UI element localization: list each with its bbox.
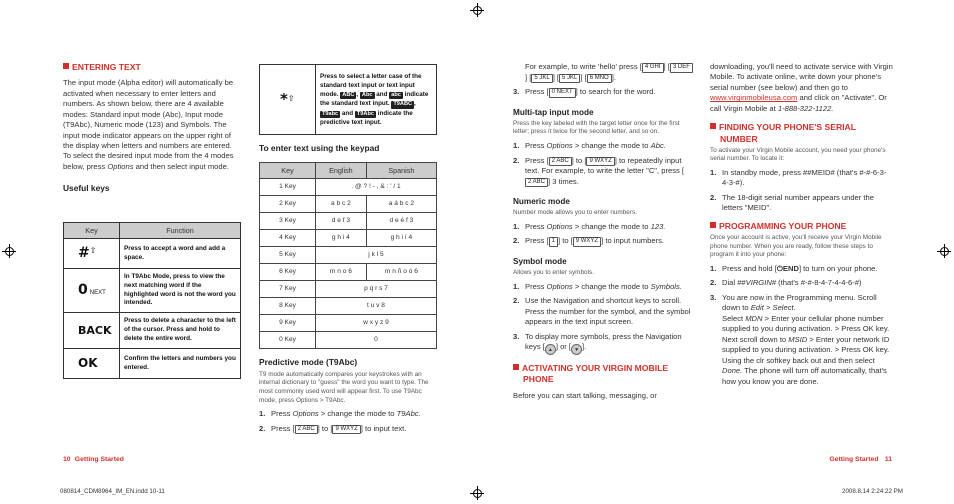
table-row (260, 315, 437, 332)
table-row (260, 332, 437, 349)
activation-paragraph: downloading, you'll need to activate service with Virgin Mobile. To activate online, write down your phone's serial number (see below) and then go to www.virginmobileusa.com and click on "Activate". Or call Virgin Mobile at 1-888-322-1122. (710, 62, 893, 113)
nine-wxyz-key-icon: 9 WXYZ (586, 157, 614, 167)
list-item: 2. Use the Navigation and shortcut keys to scroll. Press the number for the symbol, and the symbol appears in the text input screen. (513, 296, 691, 327)
list-item: 2. Press [ 2 ABC ] to [ 9 WXYZ ] to repeatedly input text. For example, to write the letter "C", press [2 ABC ] 3 times. (513, 155, 685, 186)
five-jkl-key-icon: 5 JKL (559, 74, 580, 84)
useful-key-function: Confirm the letters and numbers you entered. (120, 349, 241, 379)
table-row (260, 196, 437, 213)
hello-example: For example, to write 'hello' press [ 4 GHI ] [ 3 DEF] [ 5 JKL ] [ 5 JKL ] [ 6 MNO ]. (513, 62, 693, 83)
keypad-english-cell: a b c 2 (316, 196, 367, 213)
serial-description: To activate your Virgin Mobile account, you need your phone's serial number. To locate it: (710, 146, 886, 163)
keypad-english-cell: g h i 4 (316, 230, 367, 247)
date-slug: 2008.8.14 2:24:22 PM (842, 488, 903, 495)
multitap-description: Press the key labeled with the target letter once for the first letter; press it twice for the second letter, and so on. (513, 119, 680, 136)
list-item: 2. Press [ 1 ] to [ 9 WXYZ ] to input numbers. (513, 236, 665, 246)
nine-wxyz-key-icon: 9 WXYZ (332, 425, 360, 435)
list-item: 1. Press Options > change the mode to Symbols. (513, 281, 682, 291)
list-item: 3. You are now in the Programming menu. Scroll down to Edit > Select. Select MDN > Enter your cellular phone number supplied to you during activation. > Press OK key. Next scroll down to MSID > Enter your network ID supplied to you during activation. > Press OK key. Using the clr softkey back out and then select Done. The phone will turn off automatically, that's how you know you are done. (710, 292, 890, 386)
keypad-key-cell: 8 Key (260, 298, 316, 315)
activating-heading: ACTIVATING YOUR VIRGIN MOBILE PHONE (513, 363, 693, 385)
useful-keys-col-function: Function (120, 223, 241, 239)
star-key-table (259, 64, 437, 135)
right-footer: Getting Started 11 (829, 456, 892, 463)
nav-up-key-icon: ▲ (545, 344, 556, 355)
keypad-spanish-cell: a á b c 2 (366, 196, 436, 213)
three-def-key-icon: 3 DEF (670, 63, 693, 73)
table-row (64, 239, 241, 269)
keypad-col-english: English (316, 163, 367, 179)
zero-next-key-icon: 0 NEXT (549, 88, 576, 98)
star-key-function: Press to select a letter case of the standard text input or text input mode. ABC , Abc and abc indicate the standard text input. T9ABC , T9abc and T9Abc indicate the predictive text input. (316, 65, 437, 135)
keypad-spanish-cell: d e é f 3 (366, 213, 436, 230)
symbol-heading: Symbol mode (513, 256, 567, 266)
t9-description: T9 mode automatically compares your keystrokes with an internal dictionary to "guess" the word you want to type. The most commonly used word will appear first. To use T9Abc mode, press Options > T9Abc. (259, 370, 429, 404)
keypad-english-cell: j k l 5 (316, 247, 437, 264)
multitap-heading: Multi-tap input mode (513, 107, 594, 117)
keypad-key-cell: 3 Key (260, 213, 316, 230)
numeric-heading: Numeric mode (513, 197, 570, 207)
nav-down-key-icon: ▼ (571, 344, 582, 355)
table-row (260, 264, 437, 281)
end-key-icon: ⏻END (776, 263, 799, 273)
keypad-english-cell: w x y z 9 (316, 315, 437, 332)
useful-key-function: Press to delete a character to the left of the cursor. Press and hold to delete the entire word. (120, 313, 241, 349)
keypad-key-cell: 2 Key (260, 196, 316, 213)
entering-text-heading: ENTERING TEXT (63, 62, 241, 73)
keypad-english-cell: d e f 3 (316, 213, 367, 230)
zero-next-key-icon: 0 NEXT (64, 269, 120, 313)
ok-key-icon: OK (64, 349, 120, 379)
one-key-icon: 1 (549, 237, 558, 247)
five-jkl-key-icon: 5 JKL (531, 74, 552, 84)
keypad-key-cell: 4 Key (260, 230, 316, 247)
programming-heading: PROGRAMMING YOUR PHONE (710, 221, 893, 232)
programming-description: Once your account is active, you'll receive your Virgin Mobile phone number. When you are ready, follow these steps to program it into your phone: (710, 234, 882, 259)
mode-chip: T9abc (322, 110, 339, 117)
center-column (513, 62, 693, 401)
keypad-key-cell: 9 Key (260, 315, 316, 332)
keypad-table (259, 162, 437, 349)
registration-mark-bottom (470, 486, 484, 500)
keypad-spanish-cell: g h i í 4 (366, 230, 436, 247)
table-row (260, 281, 437, 298)
table-row (260, 65, 437, 135)
two-abc-key-icon: 2 ABC (295, 425, 318, 435)
keypad-english-cell: t u v 8 (316, 298, 437, 315)
keypad-spanish-cell: m n ñ o ó 6 (366, 264, 436, 281)
registration-mark-right (937, 244, 951, 258)
list-item: 1. Press and hold [⏻END] to turn on your phone. (710, 263, 878, 273)
star-shift-key-icon: *⇧ (260, 65, 316, 135)
table-row (260, 247, 437, 264)
table-row (260, 179, 437, 196)
list-item: 2. The 18-digit serial number appears under the letters "MEID". (710, 192, 874, 213)
left-footer: 10 Getting Started (63, 456, 124, 463)
keypad-key-cell: 1 Key (260, 179, 316, 196)
table-row (260, 230, 437, 247)
useful-keys-col-key: Key (64, 223, 120, 239)
list-item: 1. In standby mode, press ##MEID# (that's #-#-6-3-4-3-#). (710, 167, 887, 188)
table-row (260, 298, 437, 315)
activating-paragraph: Before you can start talking, messaging, or (513, 390, 657, 400)
registration-mark-left (2, 244, 16, 258)
keypad-key-cell: 5 Key (260, 247, 316, 264)
keypad-english-cell: . @ ? ! - , & : ' / 1 (316, 179, 437, 196)
useful-key-function: In T9Abc Mode, press to view the next matching word if the highlighted word is not the word you intended. (120, 269, 241, 313)
keypad-key-cell: 0 Key (260, 332, 316, 349)
list-item: 3. Press [ 0 NEXT ] to search for the word. (513, 87, 656, 96)
file-slug: 080814_CDM8964_IM_EN.indd 10-11 (60, 488, 165, 495)
table-row (64, 313, 241, 349)
six-mno-key-icon: 6 MNO (587, 74, 612, 84)
mode-chip: Abc (361, 92, 373, 99)
nine-wxyz-key-icon: 9 WXYZ (573, 237, 601, 247)
t9-section (259, 357, 439, 438)
entering-text-paragraph: The input mode (Alpha editor) will automatically be activated when necessary to enter letters and numbers. As shown below, there are 4 available modes: Standard input mode (Abc), Input mode (T9Abc), Numeric mode (123) and Symbols. The input mode indicator appears on the upper right of the display when letters and numbers are entered. To select the desired input mode from the 4 modes below, press Options and then select input mode. (63, 78, 234, 171)
pound-shift-key-icon: #⇧ (64, 239, 120, 269)
list-item: 1. Press Options > change the mode to Abc. (513, 141, 666, 151)
mode-chip: T9Abc (356, 110, 374, 117)
mode-chip: ABC (342, 92, 355, 99)
keypad-col-key: Key (260, 163, 316, 179)
two-abc-key-icon: 2 ABC (549, 157, 572, 167)
serial-heading: FINDING YOUR PHONE'S SERIAL NUMBER (710, 122, 893, 144)
numeric-description: Number mode allows you to enter numbers. (513, 209, 637, 217)
keypad-col-spanish: Spanish (366, 163, 436, 179)
right-column (710, 62, 893, 391)
four-ghi-key-icon: 4 GHI (642, 63, 664, 73)
table-row (260, 213, 437, 230)
keypad-english-cell: 0 (316, 332, 437, 349)
list-item: 2. Press [ 2 ABC ] to [ 9 WXYZ ] to input text. (259, 423, 407, 433)
useful-key-function: Press to accept a word and add a space. (120, 239, 241, 269)
keypad-key-cell: 6 Key (260, 264, 316, 281)
registration-mark-top (470, 3, 484, 17)
keypad-english-cell: p q r s 7 (316, 281, 437, 298)
t9-heading: Predictive mode (T9Abc) (259, 357, 358, 367)
two-abc-key-icon: 2 ABC (525, 178, 548, 188)
useful-keys-table (63, 222, 241, 379)
mode-chip: T9ABC (393, 101, 413, 108)
virgin-mobile-link[interactable]: www.virginmobileusa.com (710, 93, 798, 103)
table-row (64, 349, 241, 379)
keypad-english-cell: m n o 6 (316, 264, 367, 281)
mode-chip: abc (391, 92, 401, 99)
list-item: 1. Press Options > change the mode to T9Abc. (259, 409, 421, 419)
keypad-heading: To enter text using the keypad (259, 143, 380, 153)
back-key-icon: BACK (64, 313, 120, 349)
useful-keys-heading: Useful keys (63, 183, 110, 194)
table-row (64, 269, 241, 313)
keypad-key-cell: 7 Key (260, 281, 316, 298)
symbol-description: Allows you to enter symbols. (513, 269, 594, 277)
list-item: 3. To display more symbols, press the Navigation keys [ ▲ ] or [ ▼ ]. (513, 331, 682, 354)
list-item: 2. Dial ##VIRGIN# (that's #-#-8-4-7-4-4-6-#) (710, 278, 862, 288)
list-item: 1. Press Options > change the mode to 123. (513, 221, 666, 231)
entering-text-section (63, 62, 241, 197)
